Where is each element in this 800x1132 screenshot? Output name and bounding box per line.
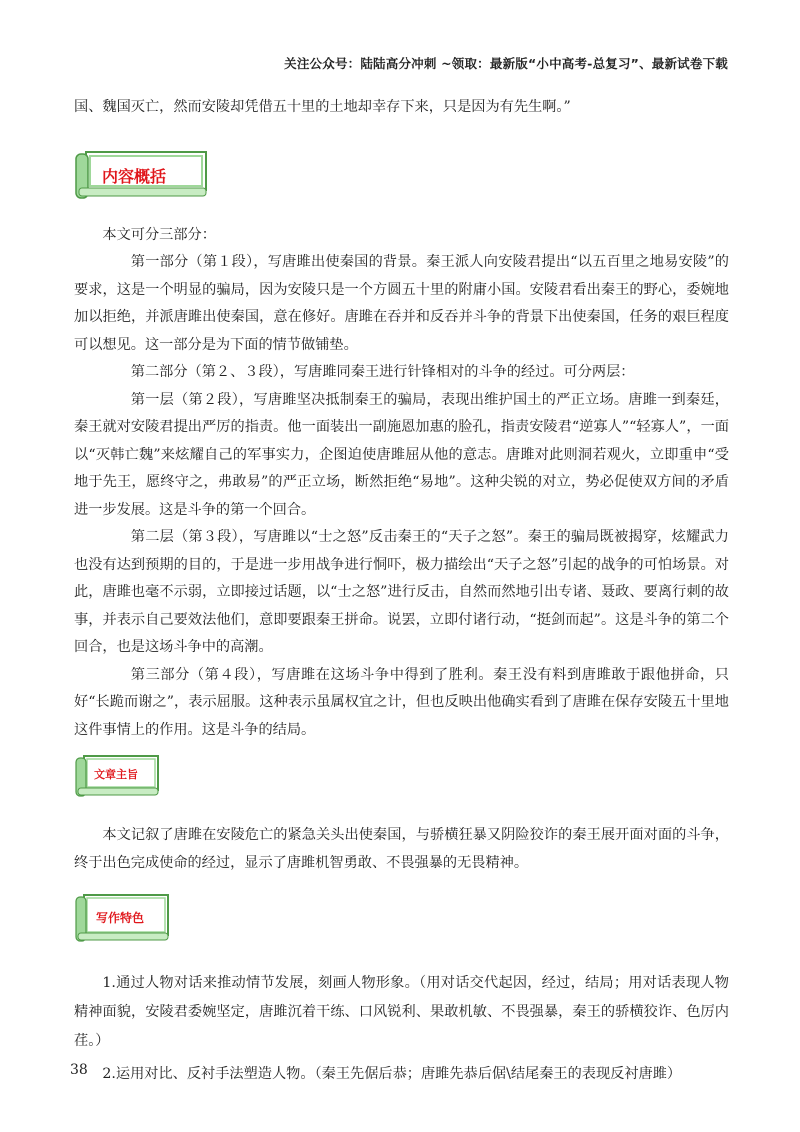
page-number: 38: [70, 1062, 88, 1078]
list-item: 2.运用对比、反衬手法塑造人物。（秦王先倨后恭；唐雎先恭后倨\结尾秦王的表现反衬唐雎）: [102, 1066, 682, 1082]
section-title: 写作特色: [96, 911, 145, 925]
section-banner-summary: [74, 150, 210, 200]
page-content: [74, 94, 729, 1089]
intro-line: 国、魏国灭亡，然而安陵却凭借五十里的土地却幸存下来，只是因为有先生啊。”: [74, 99, 571, 115]
paragraph: 本文可分三部分：: [102, 226, 216, 243]
paragraph: 第一层（第２段），写唐雎坚决抵制秦王的骗局，表现出维护国土的严正立场。唐雎一到秦廷，秦王就对安陵君提出严厉的指责。他一面装出一副施恩加惠的脸孔，指责安陵君“逆寡人”“轻寡人”，一面以“灭韩亡魏”来炫耀自己的军事实力，企图迫使唐雎屈从他的意志。唐雎对此则洞若观火，立即重申“受地于先王，愿终守之，弗敢易”的严正立场，断然拒绝“易地”。这种尖锐的对立，势必促使双方间的矛盾进一步发展。这是斗争的第一个回合。: [74, 391, 729, 518]
page-header: 关注公众号：陆陆高分冲刺 ~领取：最新版“小中高考-总复习”、最新试卷下载: [284, 56, 728, 71]
section-title: 内容概括: [102, 166, 167, 186]
paragraph: 本文记叙了唐雎在安陵危亡的紧急关头出使秦国，与骄横狂暴又阴险狡诈的秦王展开面对面的斗争，终于出色完成使命的经过，显示了唐雎机智勇敢、不畏强暴的无畏精神。: [74, 827, 729, 871]
paragraph: 第二层（第３段），写唐雎以“士之怒”反击秦王的“天子之怒”。秦王的骗局既被揭穿，炫耀武力也没有达到预期的目的，于是进一步用战争进行恫吓，极力描绘出“天子之怒”引起的战争的可怕场景。对此，唐雎也毫不示弱，立即接过话题，以“士之怒”进行反击，自然而然地引出专诸、聂政、要离行刺的故事，并表示自己要效法他们，意即要跟秦王拼命。说罢，立即付诸行动，“挺剑而起”。这是斗争的第二个回合，也是这场斗争中的高潮。: [74, 529, 729, 655]
paragraph: 第三部分（第４段），写唐雎在这场斗争中得到了胜利。秦王没有料到唐雎敢于跟他拼命，只好“长跪而谢之”，表示屈服。这种表示虽属权宜之计，但也反映出他确实看到了唐雎在保存安陵五十里地这件事情上的作用。这是斗争的结局。: [74, 666, 729, 738]
paragraph: 第一部分（第１段），写唐雎出使秦国的背景。秦王派人向安陵君提出“以五百里之地易安陵”的要求，这是一个明显的骗局，因为安陵只是一个方圆五十里的附庸小国。安陵君看出秦王的野心，委婉地加以拒绝，并派唐雎出使秦国，意在修好。唐雎在吞并和反吞并斗争的背景下出使秦国，任务的艰巨程度可以想见。这一部分是为下面的情节做铺垫。: [74, 254, 729, 353]
section-title: 文章主旨: [94, 768, 138, 781]
list-item: 1.通过人物对话来推动情节发展，刻画人物形象。（用对话交代起因，经过，结局；用对话表现人物精神面貌，安陵君委婉坚定，唐雎沉着干练、口风锐利、果敢机敏、不畏强暴，秦王的骄横狡诈、色厉内荏。）: [74, 975, 729, 1049]
paragraph: 第二部分（第２、３段），写唐雎同秦王进行针锋相对的斗争的经过。可分两层：: [130, 364, 635, 380]
section-banner-features: [74, 893, 170, 943]
section-banner-theme: [74, 754, 160, 798]
